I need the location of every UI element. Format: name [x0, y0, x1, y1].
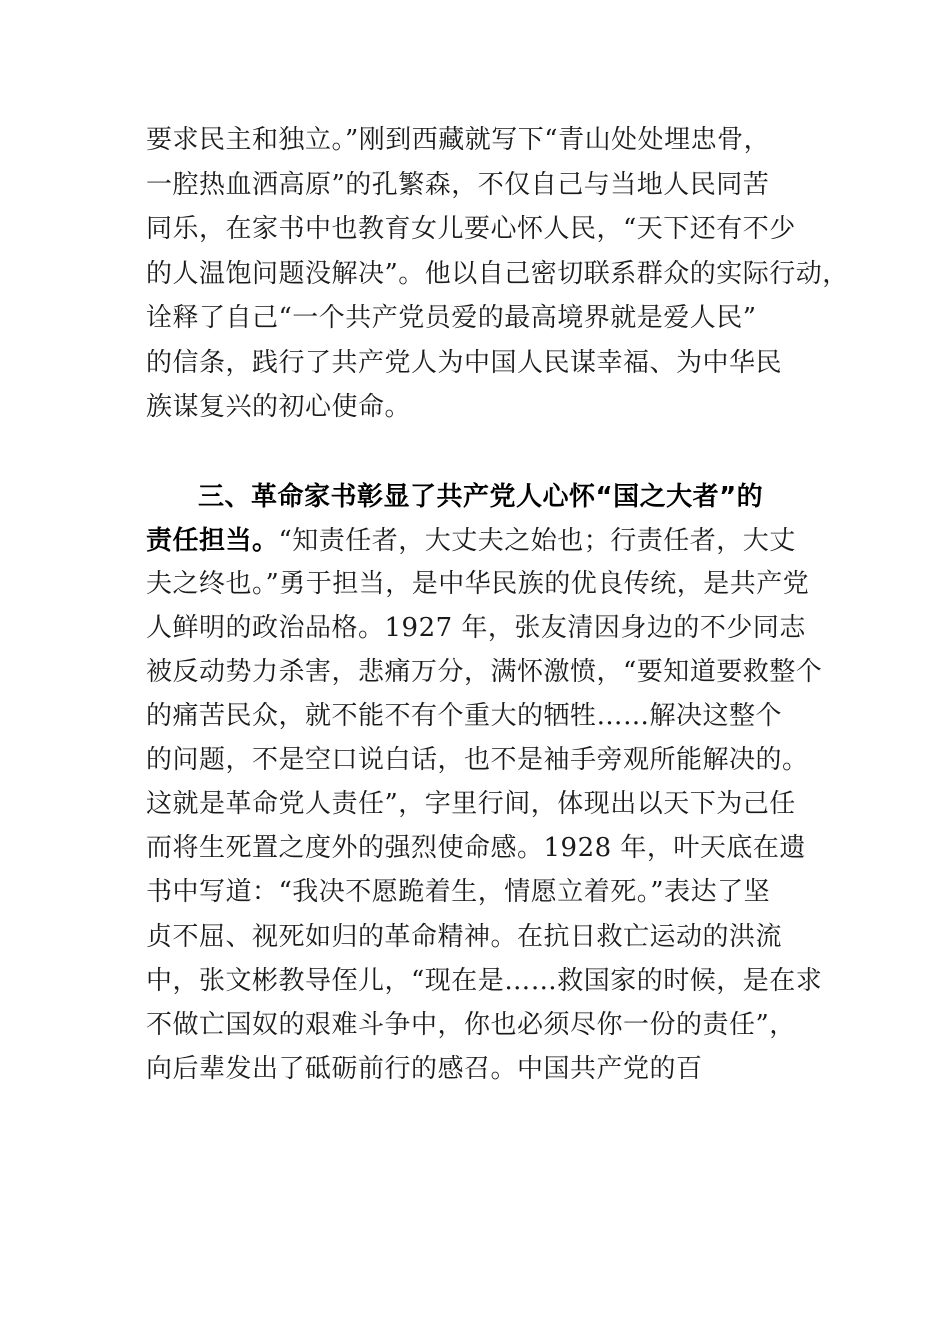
heading-rest-text: “知责任者，大丈夫之始也；行责任者，大丈 — [278, 526, 796, 556]
text-line: 诠释了自己“一个共产党员爱的最高境界就是爱人民” — [146, 303, 757, 333]
text-line: 中，张文彬教导侄儿，“现在是……救国家的时候，是在求 — [146, 966, 823, 996]
text-line: 一腔热血洒高原”的孔繁森，不仅自己与当地人民同苦 — [146, 170, 770, 200]
text-line: 这就是革命党人责任”，字里行间，体现出以天下为己任 — [146, 789, 796, 819]
text-line: 要求民主和独立。”刚到西藏就写下“青山处处埋忠骨， — [146, 125, 771, 155]
text-line: 而将生死置之度外的强烈使命感。1928 年，叶天底在遗 — [146, 833, 806, 863]
text-line: 被反动势力杀害，悲痛万分，满怀激愤，“要知道要救整个 — [146, 657, 823, 687]
text-line: 不做亡国奴的艰难斗争中，你也必须尽你一份的责任”， — [146, 1010, 796, 1040]
text-line: 的痛苦民众，就不能不有个重大的牺牲……解决这整个 — [146, 701, 783, 731]
text-line: 的人温饱问题没解决”。他以自己密切联系群众的实际行动， — [146, 259, 849, 289]
text-line: 的信条，践行了共产党人为中国人民谋幸福、为中华民 — [146, 348, 783, 378]
text-line: 人鲜明的政治品格。1927 年，张友清因身边的不少同志 — [146, 613, 806, 643]
text-line: 族谋复兴的初心使命。 — [146, 392, 412, 422]
text-line: 同乐，在家书中也教育女儿要心怀人民，“天下还有不少 — [146, 214, 796, 244]
heading-continuation-line — [146, 524, 836, 558]
text-line: 书中写道：“我决不愿跪着生，情愿立着死。”表达了坚 — [146, 877, 771, 907]
text-line: 夫之终也。”勇于担当，是中华民族的优良传统，是共产党 — [146, 569, 810, 599]
text-line: 的问题，不是空口说白话，也不是袖手旁观所能解决的。 — [146, 745, 809, 775]
heading-bold-text: 责任担当。 — [146, 526, 279, 556]
text-line: 贞不屈、视死如归的革命精神。在抗日救亡运动的洪流 — [146, 922, 783, 952]
section-heading: 三、革命家书彰显了共产党人心怀“国之大者”的 — [198, 482, 764, 512]
text-line: 向后辈发出了砥砺前行的感召。中国共产党的百 — [146, 1054, 703, 1084]
